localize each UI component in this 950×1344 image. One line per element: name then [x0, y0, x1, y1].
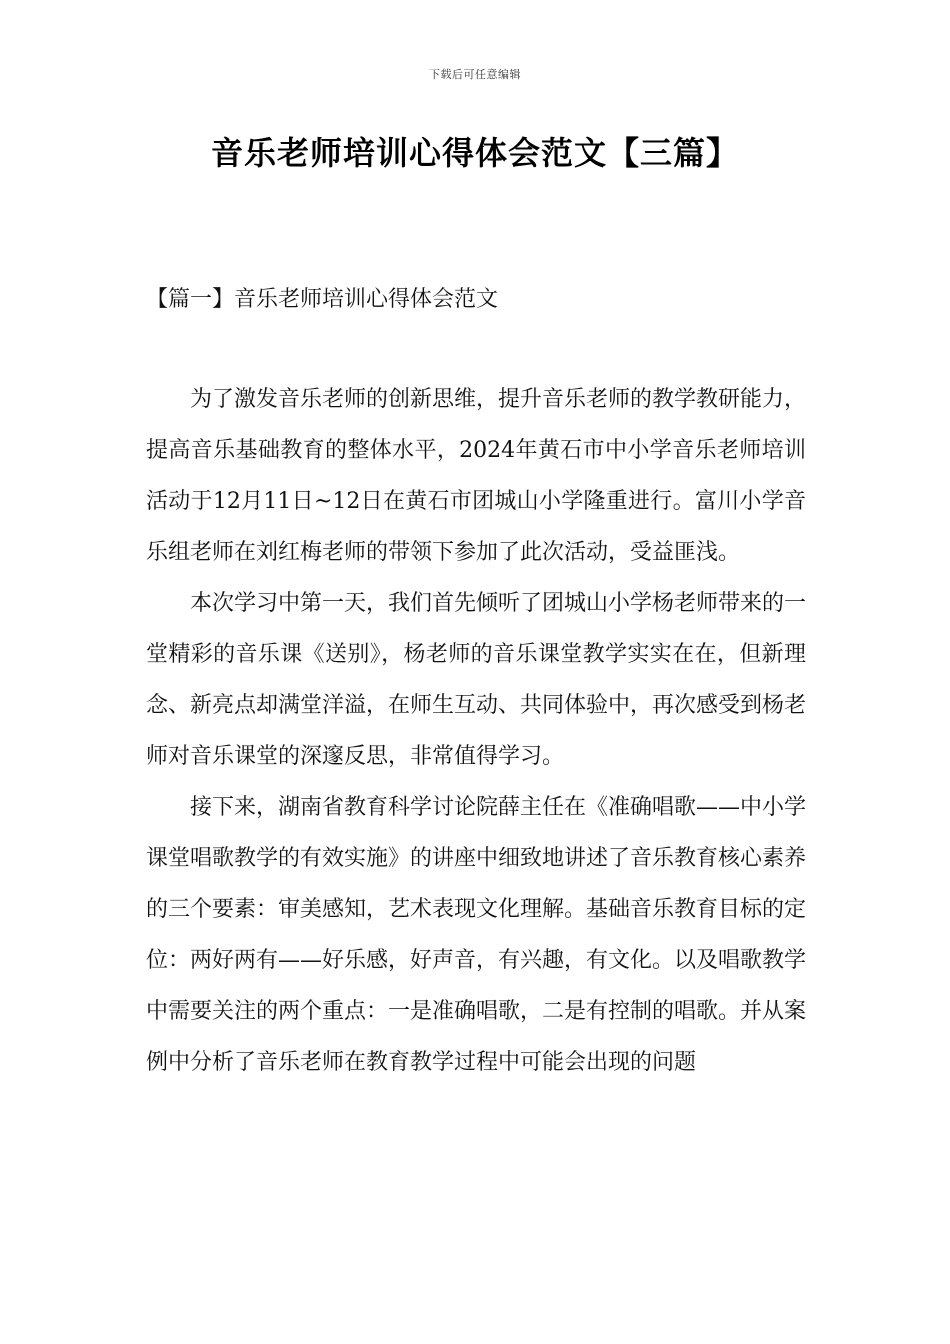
- paragraph: 接下来，湖南省教育科学讨论院薛主任在《准确唱歌——中小学课堂唱歌教学的有效实施》的讲座中细致地讲述了音乐教育核心素养的三个要素：审美感知，艺术表现文化理解。基础音乐教育目标的定位：两好两有——好乐感，好声音，有兴趣，有文化。以及唱歌教学中需要关注的两个重点：一是准确唱歌，二是有控制的唱歌。并从案例中分析了音乐老师在教育教学过程中可能会出现的问题: [146, 795, 807, 1075]
- header-note: 下载后可任意编辑: [429, 68, 521, 81]
- body-text: [146, 374, 806, 1088]
- paragraph: 本次学习中第一天，我们首先倾听了团城山小学杨老师带来的一堂精彩的音乐课《送别》，杨老师的音乐课堂教学实实在在，但新理念、新亮点却满堂洋溢，在师生互动、共同体验中，再次感受到杨老师对音乐课堂的深邃反思，非常值得学习。: [146, 591, 807, 769]
- section-heading: 【篇一】音乐老师培训心得体会范文: [146, 287, 499, 312]
- paragraph: 为了激发音乐老师的创新思维，提升音乐老师的教学教研能力，提高音乐基础教育的整体水平，2024年黄石市中小学音乐老师培训活动于12月11日~12日在黄石市团城山小学隆重进行。富川小学音乐组老师在刘红梅老师的带领下参加了此次活动，受益匪浅。: [146, 387, 807, 565]
- document-title: 音乐老师培训心得体会范文【三篇】: [210, 134, 739, 172]
